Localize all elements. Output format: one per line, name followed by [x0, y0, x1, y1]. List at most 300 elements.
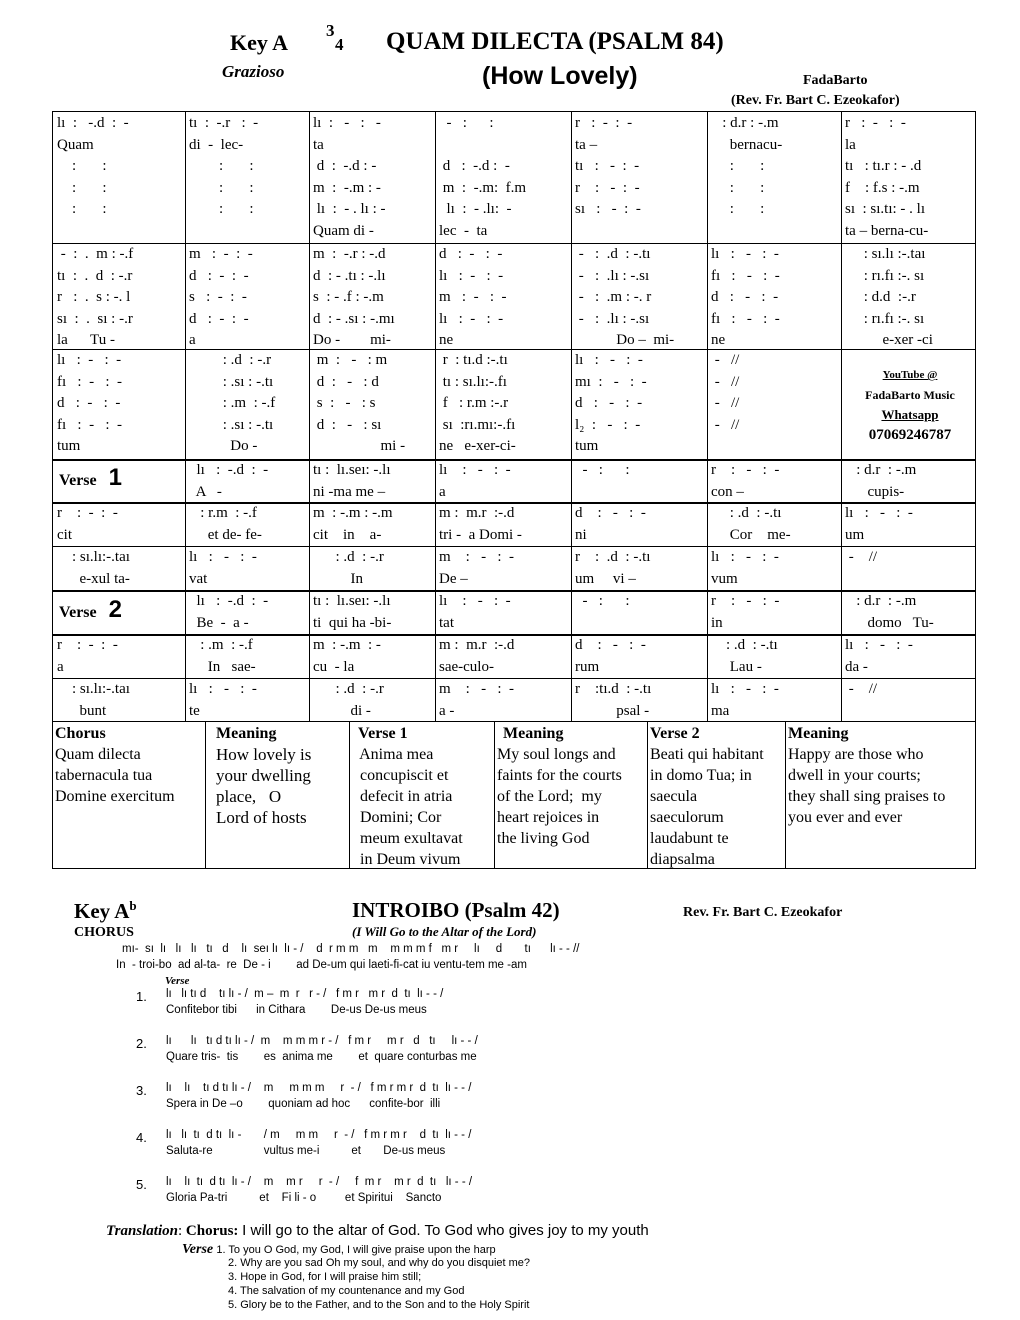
- solfa-line: vat: [189, 570, 208, 587]
- solfa-line: tri - a Domi -: [439, 526, 522, 543]
- solfa-line: r : . s : -. l: [57, 289, 131, 305]
- grid-cell: [189, 460, 307, 501]
- verse-notes: lı lı tı d tı lı - / m m r r - / f m r m r d tı lı - - /: [166, 1176, 473, 1188]
- phone-number: 07069246787: [868, 427, 952, 443]
- verse-block: [136, 1176, 147, 1194]
- solfa-line: ma: [711, 702, 730, 719]
- solfa-line: : :: [711, 158, 765, 174]
- solfa-line: lı : - : -: [57, 352, 122, 368]
- solfa-line: d : - .tı : -.lı: [313, 267, 386, 284]
- title-2: INTROIBO (Psalm 42): [352, 898, 560, 922]
- solfa-line: : :: [57, 158, 107, 174]
- solfa-line: Lau -: [711, 658, 762, 675]
- grid-cell: [57, 113, 183, 242]
- solfa-line: a -: [439, 702, 455, 719]
- solfa-line: te: [189, 702, 200, 719]
- solfa-line: d : - : -: [575, 395, 643, 411]
- verse-notes: lı lı tı d tı lı - / m m m r - / f m r m r d tı lı - - /: [166, 1129, 472, 1141]
- solfa-line: sı : sı.tı: - . lı: [845, 201, 926, 217]
- grid-cell: [845, 679, 975, 720]
- solfa-line: fı : - : -: [57, 373, 122, 390]
- page-title: QUAM DILECTA (PSALM 84): [386, 28, 724, 55]
- grid-cell: [575, 547, 705, 589]
- solfa-line: : .m : -.f: [189, 395, 276, 411]
- key-2-label: Key A: [74, 899, 130, 923]
- solfa-line: : sı.lı :-.taı: [845, 246, 926, 262]
- solfa-line: tı : . d : -.r: [57, 267, 133, 284]
- solfa-line: tı : lı.seı: -.lı: [313, 593, 391, 609]
- solfa-line: De –: [439, 570, 468, 587]
- grid-cell: [575, 350, 705, 458]
- solfa-line: : d.r : -.m: [845, 593, 917, 609]
- solfa-line: lı : - : -: [845, 505, 913, 521]
- grid-col-line: [841, 112, 842, 721]
- solfa-line: sae-culo-: [439, 658, 494, 675]
- solfa-line: d : - : sı: [313, 416, 382, 433]
- verse-number: 1.: [136, 989, 147, 1004]
- solfa-line: [575, 613, 705, 634]
- grid-cell: [313, 503, 433, 545]
- verse-words: Confitebor tibi in Cithara De-us De-us meus: [166, 1004, 427, 1016]
- translation-chorus-label: Chorus:: [185, 1223, 239, 1239]
- solfa-line: Do – mi-: [575, 332, 675, 348]
- solfa-line: Cor me-: [711, 526, 791, 543]
- solfa-line: da -: [845, 658, 868, 675]
- grid-cell: [845, 460, 975, 501]
- verse-label: Verse: [165, 975, 190, 987]
- grid-cell: [575, 635, 705, 677]
- grid-cell: [439, 591, 569, 633]
- translation-verse: 5. Glory be to the Father, and to the Son and to the Holy Spirit: [228, 1299, 530, 1311]
- author-2: Rev. Fr. Bart C. Ezeokafor: [683, 905, 843, 920]
- grid-col-line: [185, 112, 186, 721]
- grid-col-line: [309, 112, 310, 721]
- solfa-line: d : - : -: [711, 289, 779, 305]
- grid-cell: [313, 547, 433, 589]
- solfa-line: lı : -.d : -: [189, 593, 269, 609]
- grid-cell: [57, 547, 183, 589]
- verse-number: 4.: [136, 1130, 147, 1145]
- solfa-line: r : - : -: [57, 637, 118, 653]
- grid-col-line: [571, 112, 572, 721]
- solfa-line: - : :: [575, 462, 630, 478]
- solfa-line: d : - : -: [189, 310, 249, 327]
- solfa-line: - //: [845, 549, 878, 565]
- solfa-line: : d.r : -.m: [845, 462, 917, 478]
- verse-block: [136, 1082, 147, 1100]
- solfa-line: ne: [439, 332, 454, 348]
- solfa-line: ni: [575, 526, 587, 543]
- verse-words: Gloria Pa-tri et Fi li - o et Spiritui Sancto: [166, 1192, 442, 1204]
- solfa-line: lı : - : -: [711, 549, 779, 565]
- translation-verse-label: Verse: [182, 1242, 214, 1257]
- solfa-line: m : - : -: [189, 246, 253, 262]
- solfa-line: s : - .f : -.m: [313, 289, 384, 305]
- solfa-line: a: [57, 658, 64, 675]
- solfa-line: sı :rı.mı:-.fı: [439, 416, 516, 433]
- grid-cell: [711, 635, 839, 677]
- grid-cell: [189, 679, 307, 720]
- solfa-line: In: [313, 570, 363, 587]
- solfa-line: r : - : -: [575, 115, 633, 131]
- key-signature: Key A: [230, 30, 289, 55]
- solfa-line: a: [439, 483, 446, 500]
- chorus-words: In - troi-bo ad al-ta- re De - i ad De-um qui laeti-fi-cat iu ventu-tem me -am: [116, 959, 527, 971]
- meaning-table: [52, 721, 976, 869]
- grid-cell: [439, 635, 569, 677]
- grid-col-line: [707, 112, 708, 721]
- solfa-line: : :: [189, 179, 254, 196]
- time-top: 3: [326, 21, 335, 40]
- grid-cell: [439, 679, 569, 720]
- author: (Rev. Fr. Bart C. Ezeokafor): [731, 93, 900, 108]
- grid-cell: [575, 244, 705, 348]
- solfa-line: : r.m : -.f: [189, 505, 257, 521]
- solfa-line: m : - : -: [439, 681, 514, 697]
- solfa-line: s : - : s: [313, 395, 376, 411]
- solfa-line: tı : tı.r : - .d: [845, 158, 922, 174]
- solfa-line: Be - a -: [189, 614, 249, 631]
- solfa-line: mi -: [313, 438, 406, 454]
- meaning-col: [647, 721, 785, 868]
- solfa-line: : rı.fı :-. sı: [845, 310, 925, 327]
- solfa-line: la Tu -: [57, 332, 115, 348]
- grid-cell: [189, 244, 307, 348]
- solfa-line: cu - la: [313, 658, 355, 675]
- solfa-line: lec - ta: [439, 222, 488, 239]
- solfa-line: : .m : -.f: [189, 637, 253, 653]
- meaning-col: [205, 721, 349, 868]
- grid-cell: [845, 113, 975, 242]
- solfa-line: bernacu-: [711, 136, 783, 153]
- solfa-line: : .sı : -.tı: [189, 416, 274, 433]
- solfa-line: r :tı.d : -.tı: [575, 681, 652, 697]
- grid-cell: [313, 679, 433, 720]
- solfa-line: : .d : -.r: [189, 352, 272, 368]
- solfa-line: cit in a-: [313, 526, 382, 543]
- col-text: How lovely is your dwelling place, O Lord of hosts: [216, 745, 312, 827]
- grid-cell: [439, 113, 569, 242]
- grid-cell: [711, 503, 839, 545]
- grid-cell: [313, 591, 433, 633]
- grid-cell: [711, 350, 839, 458]
- solfa-line: : .sı : -.tı: [189, 373, 274, 390]
- grid-cell: [439, 244, 569, 348]
- page-subtitle: (How Lovely): [482, 62, 638, 90]
- grid-cell: [711, 591, 839, 633]
- grid-cell: [439, 350, 569, 458]
- solfa-line: lı : - : -: [575, 352, 643, 368]
- col-text: Anima mea concupiscit et defecit in atria Domini; Cor meum exultavat in Deum vivum: [359, 746, 463, 868]
- solfa-line: m : -.m : -: [313, 179, 381, 196]
- solfa-line: Quam: [57, 136, 94, 153]
- solfa-line: d : -.d : -: [439, 158, 510, 174]
- grid-cell: [313, 635, 433, 677]
- grid-cell: [57, 635, 183, 677]
- solfa-line: m : -.m: f.m: [439, 179, 527, 196]
- solfa-line: ti qui ha -bi-: [313, 614, 392, 631]
- solfa-line: : :: [189, 201, 254, 217]
- grid-cell: [845, 635, 975, 677]
- solfa-line: : .d : -.tı: [711, 505, 782, 521]
- verse-words: Quare tris- tis es anima me et quare conturbas me: [166, 1051, 477, 1063]
- grid-cell: [845, 503, 975, 545]
- solfa-line: m : - : m: [313, 352, 388, 368]
- grid-cell: [313, 244, 433, 348]
- solfa-line: lı : - : -: [189, 681, 257, 697]
- time-bottom: 4: [335, 35, 344, 54]
- solfa-line: d : - : -: [189, 267, 249, 284]
- grid-cell: [189, 635, 307, 677]
- verse-block: [136, 1129, 147, 1147]
- youtube-label: YouTube @: [882, 369, 938, 381]
- grid-cell: [189, 113, 307, 242]
- solfa-line: - //: [711, 416, 740, 433]
- verse-words: Spera in De –o quoniam ad hoc confite-bor illi: [166, 1098, 441, 1110]
- solfa-line: - : :: [575, 593, 630, 609]
- grid-cell: [313, 113, 433, 242]
- meaning-col: [53, 721, 205, 868]
- solfa-line: r : - : -: [711, 593, 780, 609]
- solfa-line: - : . m : -.f: [57, 246, 134, 262]
- solfa-line: [439, 135, 569, 157]
- solfa-line: lı : - : -: [439, 267, 504, 284]
- solfa-line: lı : - : -: [439, 593, 511, 609]
- solfa-line: lı : - : -: [711, 246, 779, 262]
- solfa-line: di - lec-: [189, 136, 244, 153]
- solfa-line: - //: [845, 681, 878, 697]
- meaning-col: [494, 721, 647, 868]
- grid-cell: [845, 244, 975, 348]
- solfa-line: r : - : -: [711, 462, 780, 478]
- verse-label: [59, 464, 122, 492]
- solfa-line: Quam di -: [313, 222, 374, 239]
- translation-chorus: I will go to the altar of God. To God who gives joy to my youth: [242, 1222, 649, 1239]
- grid-cell: [711, 113, 839, 242]
- solfa-line: fı : - : -: [711, 267, 780, 284]
- solfa-line: a: [189, 332, 196, 348]
- verse-number: 5.: [136, 1177, 147, 1192]
- grid-cell: [189, 591, 307, 633]
- solfa-line: r : - : -: [57, 505, 118, 521]
- solfa-line: - : :: [439, 115, 494, 131]
- solfa-line: con –: [711, 483, 744, 500]
- col-text: Beati qui habitant in domo Tua; in saecula saeculorum laudabunt te diapsalma: [650, 746, 764, 868]
- col-head: Meaning: [503, 725, 564, 742]
- grid-cell: [189, 547, 307, 589]
- grid-cell: [575, 460, 705, 501]
- solfa-line: : .d : -.r: [313, 549, 384, 565]
- solfa-line: m : - : -: [439, 289, 507, 305]
- solfa-line: d : - .sı : -.mı: [313, 310, 395, 327]
- solfa-line: m : m.r :-.d: [439, 505, 515, 521]
- solfa-line: : d.d :-.r: [845, 289, 916, 305]
- translation-label: Translation: [106, 1223, 178, 1239]
- solfa-line: Do - mi-: [313, 332, 391, 348]
- solfa-line: lı : -.d : -: [57, 115, 129, 131]
- grid-cell: [439, 503, 569, 545]
- translation-verse: 2. Why are you sad Oh my soul, and why do you disquiet me?: [228, 1257, 531, 1269]
- solfa-line: fı : - : -: [711, 310, 780, 327]
- solfa-line: tum: [57, 438, 81, 454]
- solfa-line: : sı.lı:-.taı: [57, 549, 130, 565]
- solfa-line: ta –: [575, 136, 598, 153]
- solfa-line: m : -.m : -.m: [313, 505, 393, 521]
- youtube-name: FadaBarto Music: [865, 388, 955, 402]
- solfa-line: rum: [575, 658, 600, 675]
- solfa-line: ne: [711, 332, 726, 348]
- solfa-line: um vi –: [575, 570, 636, 587]
- solfa-line: f : f.s : -.m: [845, 179, 920, 196]
- grid-cell: [57, 244, 183, 348]
- solfa-line: d : - : -: [575, 505, 646, 521]
- solfa-line: tum: [575, 438, 599, 454]
- solfa-line: mı : - : -: [575, 373, 647, 390]
- col-head: Meaning: [216, 725, 277, 742]
- solfa-line: : sı.lı:-.taı: [57, 681, 130, 697]
- solfa-line: d : -.d : -: [313, 158, 377, 174]
- grid-cell: [439, 460, 569, 501]
- grid-cell: [313, 350, 433, 458]
- solfa-line: - //: [711, 352, 740, 368]
- solfa-line: : rı.fı :-. sı: [845, 267, 925, 284]
- solfa-line: lı : - : -: [189, 549, 257, 565]
- verse-number: 2.: [136, 1036, 147, 1051]
- meaning-col: [349, 721, 494, 868]
- grid-cell: [711, 460, 839, 501]
- translation-verses: [182, 1241, 496, 1258]
- verse-notes: lı lı tı d tı lı - / m m m m r - / f m r m r d tı lı - - /: [166, 1082, 472, 1094]
- solfa-line: A -: [189, 483, 222, 500]
- solfa-line: - : .lı : -.sı: [575, 310, 650, 327]
- grid-cell: [313, 460, 433, 501]
- subtitle-2: (I Will Go to the Altar of the Lord): [352, 924, 537, 939]
- solfa-line: la: [845, 136, 856, 153]
- verse-number: 3.: [136, 1083, 147, 1098]
- chorus-label: CHORUS: [74, 925, 134, 940]
- solfa-line: et de- fe-: [189, 526, 262, 543]
- grid-cell: [439, 547, 569, 589]
- verse-word: Verse: [59, 604, 97, 621]
- solfa-line: : .d : -.tı: [711, 637, 778, 653]
- grid-col-line: [435, 112, 436, 721]
- tempo-marking: Grazioso: [222, 62, 285, 81]
- solfa-line: r : tı.d :-.tı: [439, 352, 508, 368]
- solfa-line: m : -.r : -.d: [313, 246, 386, 262]
- solfa-line: vum: [711, 570, 738, 587]
- verse-notes: lı lı tı d tı lı - / m – m r r - / f m r m r d tı lı - - /: [166, 988, 444, 1000]
- verse-word: Verse: [59, 472, 97, 489]
- solfa-line: sı : . sı : -.r: [57, 310, 133, 327]
- solfa-line: : :: [57, 201, 107, 217]
- solfa-line: In sae-: [189, 658, 256, 675]
- verse-number: 1: [108, 464, 122, 491]
- solfa-line: : :: [711, 201, 765, 217]
- col-head: Verse 2: [650, 725, 700, 742]
- grid-cell: [189, 350, 307, 458]
- solfa-line: domo Tu-: [845, 614, 934, 631]
- col-head: Chorus: [55, 725, 106, 742]
- grid-cell: [845, 591, 975, 633]
- translation-verse: 4. The salvation of my countenance and my God: [228, 1285, 465, 1297]
- grid-cell: [57, 503, 183, 545]
- solfa-line: Do -: [189, 438, 258, 454]
- solfa-line: s : - : -: [189, 289, 247, 305]
- col-text: Quam dilecta tabernacula tua Domine exercitum: [55, 746, 175, 805]
- solfa-line: lı : - : -: [711, 681, 779, 697]
- solfa-line: [845, 701, 975, 721]
- solfa-line: - //: [711, 373, 740, 390]
- verse-label: [59, 596, 122, 624]
- solfa-line: sı : - : -: [575, 201, 641, 217]
- solfa-line: : :: [189, 158, 254, 174]
- solfa-line: r : .d : -.tı: [575, 549, 651, 565]
- solfa-line: : d.r : -.m: [711, 115, 779, 131]
- promo-block: [845, 365, 975, 445]
- verse-number: 2: [108, 596, 122, 623]
- solfa-line: tı : - : -: [575, 158, 640, 174]
- key-2-flat: b: [129, 898, 137, 913]
- solfa-line: ta – berna-cu-: [845, 222, 929, 239]
- solfa-line: m : - : -: [439, 549, 514, 565]
- solfa-line: m : -.m : -: [313, 637, 381, 653]
- time-signature: [326, 21, 344, 54]
- solfa-line: bunt: [57, 702, 107, 719]
- verse-block: [136, 1035, 147, 1053]
- grid-cell: [575, 503, 705, 545]
- grid-cell: [575, 113, 705, 242]
- solfa-line: lı : - . lı : -: [313, 201, 386, 217]
- col-head: Verse 1: [358, 725, 408, 742]
- solfa-line: - : .m : -. r: [575, 289, 652, 305]
- solfa-line: e-xul ta-: [57, 570, 130, 587]
- solfa-line: cupis-: [845, 483, 905, 500]
- solfa-line: lı : - : -: [439, 310, 504, 327]
- solfa-line: ni -ma me –: [313, 483, 386, 500]
- solfa-grid: [52, 111, 976, 722]
- solfa-line: cit: [57, 526, 72, 543]
- grid-cell: [189, 503, 307, 545]
- col-text: Happy are those who dwell in your courts; they shall sing praises to you ever and ever: [788, 746, 946, 826]
- solfa-line: lı : -.d : -: [189, 462, 269, 478]
- verse-notes: lı lı tı d tı lı - / m m m m r - / f m r m r d tı lı - - /: [166, 1035, 478, 1047]
- solfa-line: : :: [711, 179, 765, 196]
- solfa-line: : :: [57, 179, 107, 196]
- solfa-line: lı : - : -: [439, 462, 511, 478]
- chorus-notes: mı- sı lı lı lı tı d lı seı lı lı - / d r m m m m m m f m r lı d tı lı - - //: [122, 943, 580, 955]
- grid-cell: [575, 591, 705, 633]
- solfa-line: [845, 569, 975, 590]
- solfa-line: lı : - : -: [313, 115, 381, 131]
- solfa-line: lı : - : -: [845, 637, 913, 653]
- solfa-line: l₂ : - : -: [575, 416, 641, 433]
- solfa-line: tı : lı.seı: -.lı: [313, 462, 391, 478]
- solfa-line: r : - : -: [845, 115, 906, 131]
- solfa-line: - : .lı : -.sı: [575, 267, 650, 284]
- solfa-line: tat: [439, 614, 454, 631]
- solfa-line: di -: [313, 702, 371, 719]
- grid-cell: [57, 350, 183, 458]
- translation-verse: 1. To you O God, my God, I will give praise upon the harp: [216, 1244, 496, 1256]
- solfa-line: d : - : d: [313, 373, 379, 390]
- solfa-line: tı : -.r : -: [189, 115, 259, 131]
- solfa-line: fı : - : -: [57, 416, 122, 433]
- grid-cell: [711, 547, 839, 589]
- solfa-line: f : r.m :-.r: [439, 395, 509, 411]
- grid-cell: [711, 679, 839, 720]
- publisher: FadaBarto: [803, 73, 868, 88]
- grid-cell: [57, 679, 183, 720]
